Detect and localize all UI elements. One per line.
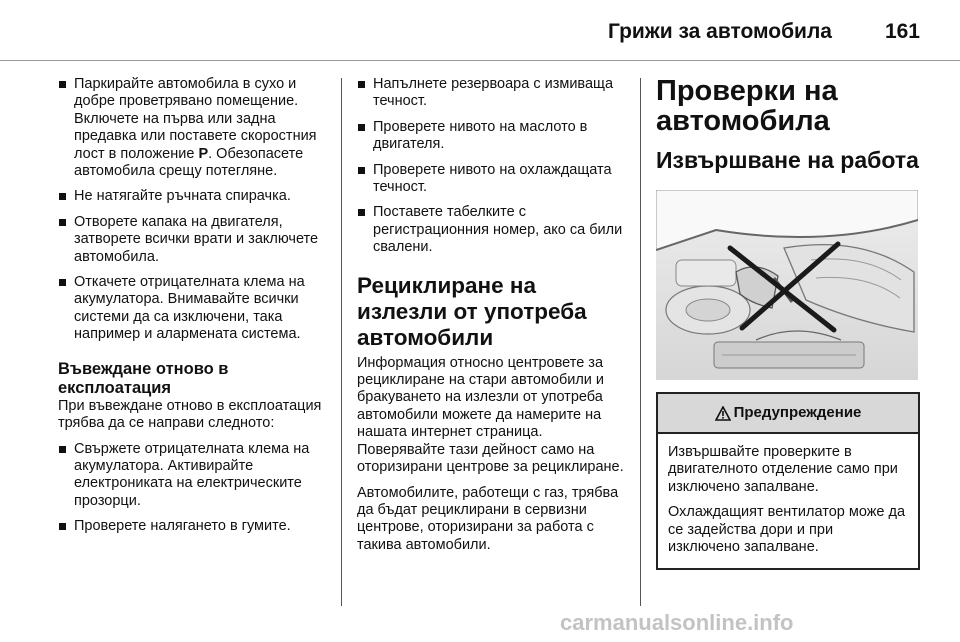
body-paragraph: Информация относно центровете за рециклиране на стари автомобили и бракуването на излезли от употреба автомобили можете да намерите на нашата интернет страница. Поверявайте тази дейност само на оторизирани центрове за рециклиране.: [357, 354, 624, 476]
section-heading: Рециклиране на излезли от употреба автомобили: [357, 272, 587, 350]
warning-triangle-icon: [715, 406, 731, 421]
bullet-icon: [358, 167, 365, 174]
column-1: [58, 76, 336, 544]
bullet-icon: [59, 193, 66, 200]
column-divider: [640, 78, 641, 606]
body-paragraph: Автомобилите, работещи с газ, трябва да бъдат рециклирани в сервизни центрове, оторизирани за работа с такива автомобили.: [357, 484, 619, 553]
list-item: Напълнете резервоара с измиваща течност.: [357, 76, 629, 111]
bullet-icon: [358, 81, 365, 88]
warning-content: [658, 434, 918, 568]
bullet-icon: [59, 279, 66, 286]
list-item: Проверете нивото на охлаждащата течност.: [357, 162, 629, 197]
warning-heading: Предупреждение: [658, 394, 918, 434]
column-2: [357, 76, 629, 562]
list-item: Проверете нивото на маслото в двигателя.: [357, 119, 629, 154]
bullet-icon: [59, 219, 66, 226]
list-item: Откачете отрицателната клема на акумулатора. Внимавайте всички системи да са изключени, така например и алармената система.: [58, 274, 336, 344]
bullet-icon: [358, 124, 365, 131]
section-subtitle: Извършване на работа: [656, 147, 919, 173]
chapter-section-title: Проверки на автомобила: [656, 75, 838, 137]
bullet-icon: [59, 523, 66, 530]
header-rule: [0, 60, 960, 61]
list-item: Проверете налягането в гумите.: [58, 518, 336, 535]
bullet-icon: [59, 81, 66, 88]
chapter-title: Грижи за автомобила: [607, 20, 832, 43]
recommissioning-steps-list: [58, 441, 336, 536]
page-number: 161: [884, 20, 920, 43]
bullet-icon: [59, 446, 66, 453]
storage-steps-list: [58, 76, 336, 344]
watermark: carmanualsonline.info: [560, 610, 794, 635]
section-heading: Въвеждане отново в експлоатация: [58, 359, 229, 397]
list-item: Не натягайте ръчната спирачка.: [58, 188, 336, 205]
intro-paragraph: При въвеждане отново в експлоатация трябва да се направи следното:: [58, 397, 322, 432]
warning-paragraph: Извършвайте проверките в двигателното отделение само при изключено запалване.: [668, 444, 898, 495]
recommissioning-steps-list-continued: [357, 76, 629, 257]
page-header: [0, 0, 960, 56]
list-item: Поставете табелките с регистрационния номер, ако са били свалени.: [357, 204, 629, 256]
column-divider: [341, 78, 342, 606]
column-3: [656, 76, 926, 570]
bullet-icon: [358, 209, 365, 216]
warning-box: [656, 392, 920, 570]
engine-bay-illustration: [656, 190, 918, 380]
list-item: Свържете отрицателната клема на акумулатора. Активирайте електрониката на електрическите прозорци.: [58, 441, 336, 511]
gear-position: P: [198, 145, 209, 162]
list-item: Отворете капака на двигателя, затворете всички врати и заключете автомобила.: [58, 214, 336, 266]
warning-paragraph: Охлаждащият вентилатор може да се задейства дори и при изключено запалване.: [668, 504, 906, 556]
engine-bay-drawing: [656, 190, 918, 380]
list-item: Паркирайте автомобила в сухо и добре проветрявано помещение. Включете на първа или задна предавка или поставете скоростния лост в положение P. Обезопасете автомобила срещу потегляне.: [58, 76, 336, 180]
